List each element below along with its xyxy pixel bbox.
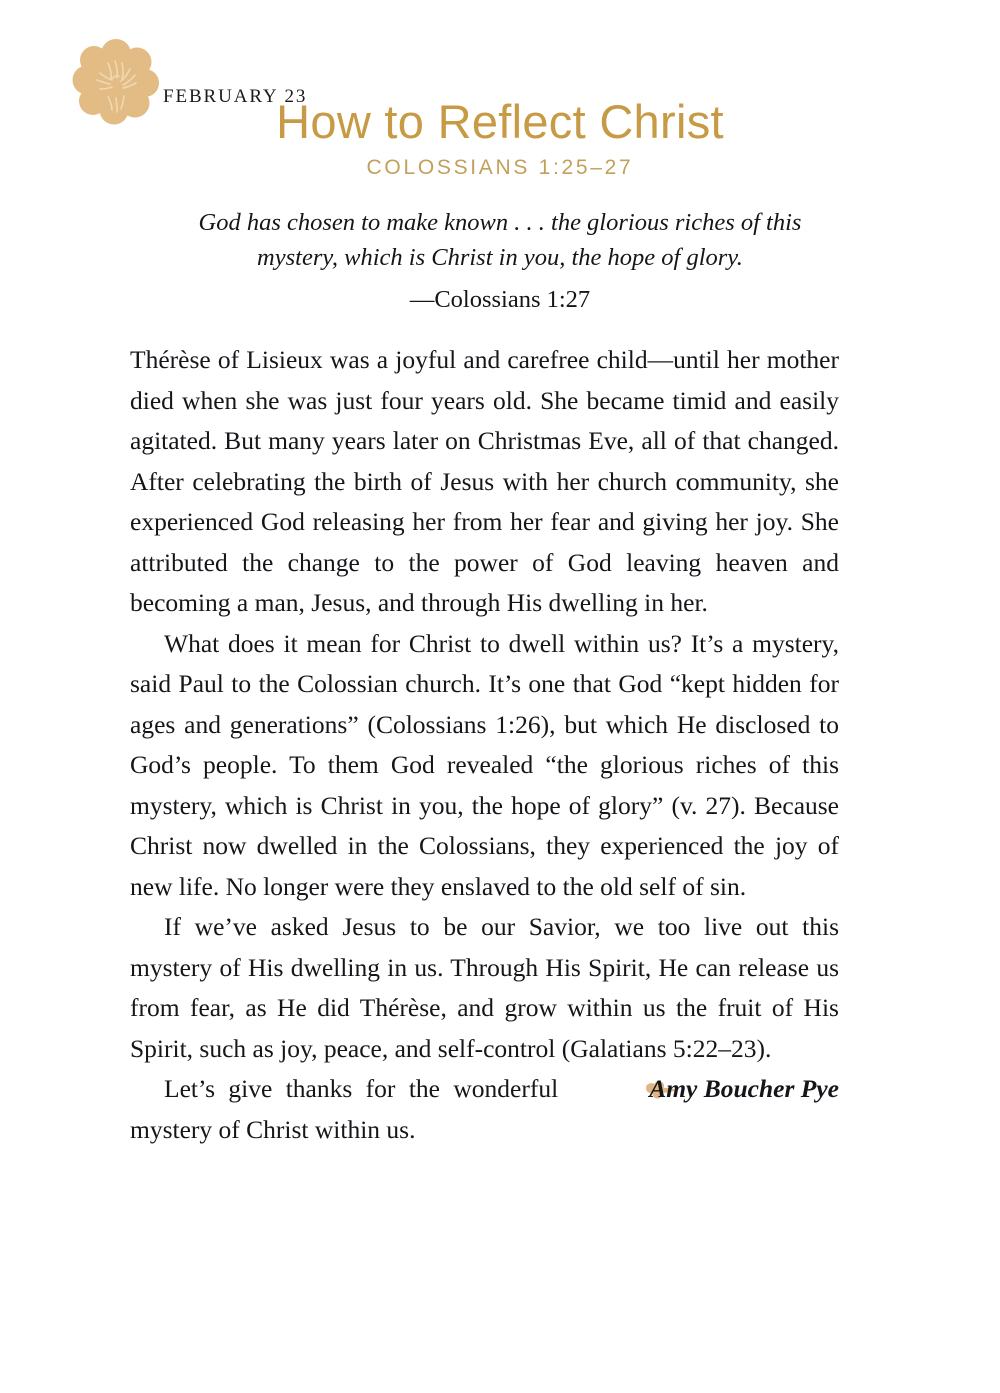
page-title: How to Reflect Christ [276, 95, 724, 148]
body-paragraph: Thérèse of Lisieux was a joyful and carefree child—until her mother died when she was just four years old. She became timid and easily agitated. But many years later on Christmas Eve, all of that changed. After celebrating the birth of Jesus with her church community, she experienced God releasing her from her fear and giving her joy. She attributed the change to the power of God leaving heaven and becoming a man, Jesus, and through His dwelling in her. [130, 345, 839, 617]
byline-author: Amy Boucher Pye [649, 1074, 839, 1103]
byline [576, 1069, 839, 1110]
epigraph-quote: God has chosen to make known . . . the glorious riches of this mystery, which is Christ in you, the hope of glory. [198, 209, 802, 271]
body-copy [130, 340, 839, 1150]
epigraph-block [180, 206, 820, 314]
date-label: FEBRUARY 23 [163, 86, 308, 107]
scripture-reference-subtitle: COLOSSIANS 1:25–27 [366, 155, 634, 179]
leaf-ornament [610, 1071, 644, 1091]
body-paragraph: What does it mean for Christ to dwell within us? It’s a mystery, said Paul to the Colossian church. It’s one that God “kept hidden for ages and generations” (Colossians 1:26), but which He disclosed to God’s people. To them God revealed “the glorious riches of this mystery, which is Christ in you, the hope of glory” (v. 27). Because Christ now dwelled in the Colossians, they experienced the joy of new life. No longer were they enslaved to the old self of sin. [130, 628, 839, 901]
body-paragraph: If we’ve asked Jesus to be our Savior, we too live out this mystery of His dwelling in us. Through His Spirit, He can release us from fear, as He did Thérèse, and grow within us the fruit of His Spirit, such as joy, peace, and self-control (Galatians 5:22–23). [130, 912, 839, 1063]
final-paragraph-text: Let’s give thanks for the wonderful mystery of Christ within us. [130, 1074, 559, 1144]
body-paragraph-final [130, 1069, 839, 1150]
epigraph-reference: —Colossians 1:27 [409, 285, 591, 313]
